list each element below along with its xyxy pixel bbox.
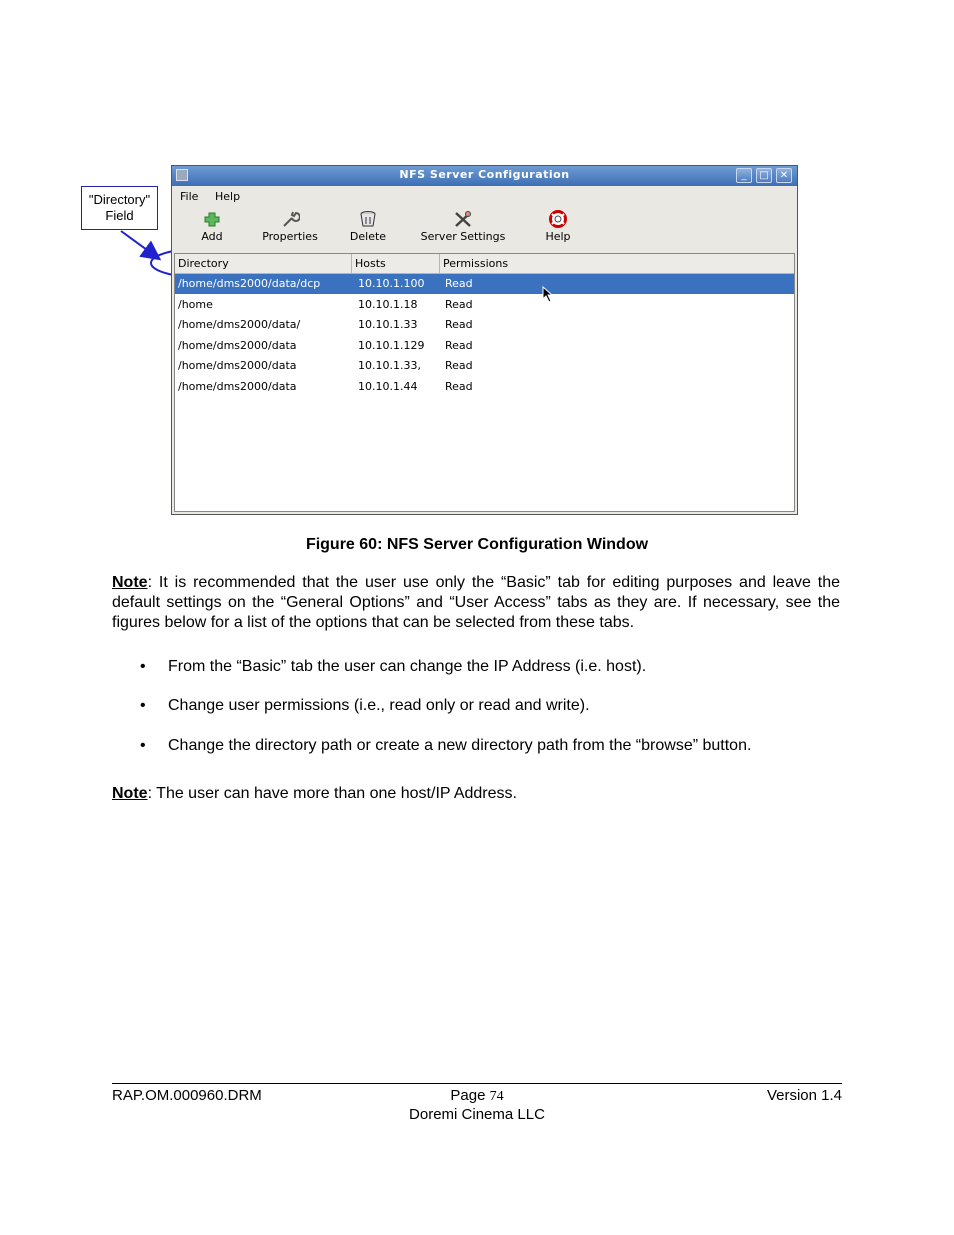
figure-caption: Figure 60: NFS Server Configuration Window xyxy=(305,536,649,553)
column-directory[interactable]: Directory xyxy=(175,254,352,274)
toolbar xyxy=(172,206,797,250)
help-button[interactable] xyxy=(540,210,576,243)
properties-button[interactable] xyxy=(256,210,324,243)
window-title: NFS Server Configuration xyxy=(399,168,570,181)
footer-doc-id: RAP.OM.000960.DRM xyxy=(112,1087,262,1104)
cell-directory: /home/dms2000/data/dcp xyxy=(178,277,321,290)
export-list xyxy=(174,253,795,512)
cell-permissions: Read xyxy=(445,318,473,331)
footer-version: Version 1.4 xyxy=(766,1087,842,1104)
footer-company: Doremi Cinema LLC xyxy=(409,1106,545,1123)
bullet-text-1: From the “Basic” tab the user can change the IP Address (i.e. host). xyxy=(168,658,647,675)
cell-directory: /home xyxy=(178,297,213,311)
close-button[interactable]: ✕ xyxy=(776,168,792,183)
table-row[interactable] xyxy=(175,295,794,315)
footer-page-label: Page xyxy=(450,1087,486,1104)
delete-label: Delete xyxy=(349,230,387,243)
cell-hosts: 10.10.1.33 xyxy=(358,318,418,331)
cell-permissions: Read xyxy=(445,277,473,290)
table-row[interactable] xyxy=(175,315,794,335)
callout-line-2: Field xyxy=(105,208,134,223)
tools-icon xyxy=(453,210,473,228)
note-2-lead: Note xyxy=(112,785,148,802)
delete-button[interactable] xyxy=(344,210,392,243)
note-paragraph-1 xyxy=(112,573,840,633)
column-permissions[interactable]: Permissions xyxy=(440,254,794,274)
column-hosts[interactable]: Hosts xyxy=(352,254,440,274)
menu-help[interactable]: Help xyxy=(215,190,241,203)
cell-permissions: Read xyxy=(445,359,473,372)
add-icon xyxy=(202,210,222,228)
table-row[interactable] xyxy=(175,274,794,294)
callout-line-1: "Directory" xyxy=(88,192,151,207)
lifebuoy-icon xyxy=(548,210,568,228)
bullet-text-2: Change user permissions (i.e., read only or read and write). xyxy=(168,697,590,714)
menu-file[interactable]: File xyxy=(180,190,199,203)
minimize-button[interactable]: _ xyxy=(736,168,752,183)
cell-directory: /home/dms2000/data xyxy=(178,359,297,372)
help-label: Help xyxy=(545,230,571,243)
maximize-button[interactable]: □ xyxy=(756,168,772,183)
cell-hosts: 10.10.1.44 xyxy=(358,379,418,393)
nfs-config-window xyxy=(171,165,798,515)
footer-page-number: 74 xyxy=(489,1089,504,1104)
cell-hosts: 10.10.1.100 xyxy=(358,277,425,290)
trash-icon xyxy=(358,210,378,228)
cell-directory: /home/dms2000/data xyxy=(178,379,297,393)
cell-permissions: Read xyxy=(445,379,473,393)
cell-directory: /home/dms2000/data xyxy=(178,338,297,352)
add-button[interactable] xyxy=(197,210,227,243)
cell-hosts: 10.10.1.33, xyxy=(358,359,421,372)
table-row[interactable] xyxy=(175,377,794,397)
table-row[interactable] xyxy=(175,356,794,376)
wrench-icon xyxy=(280,210,300,228)
server-settings-button[interactable] xyxy=(412,210,514,243)
bullet-dot: • xyxy=(140,737,146,754)
callout-arrow xyxy=(121,231,158,258)
menubar xyxy=(172,186,797,206)
note-1-lead: Note xyxy=(112,574,148,591)
bullet-dot: • xyxy=(140,658,146,675)
bullet-dot: • xyxy=(140,697,146,714)
cell-directory: /home/dms2000/data/ xyxy=(178,318,301,331)
window-titlebar[interactable] xyxy=(172,166,797,186)
cell-hosts: 10.10.1.18 xyxy=(358,297,418,311)
cell-permissions: Read xyxy=(445,338,473,352)
cell-permissions: Read xyxy=(445,297,473,311)
footer-divider xyxy=(112,1083,842,1084)
note-paragraph-2 xyxy=(112,784,840,804)
note-1-text: : It is recommended that the user use only the “Basic” tab for editing purposes and leave the default settings on the “General Options” and “User Access” tabs as they are. If necessary, see the figures below for a list of the options that can be selected from these tabs. xyxy=(112,574,840,631)
cell-hosts: 10.10.1.129 xyxy=(358,338,425,352)
bullet-text-3: Change the directory path or create a new directory path from the “browse” button. xyxy=(168,737,752,754)
table-row[interactable] xyxy=(175,336,794,356)
note-2-text: : The user can have more than one host/IP Address. xyxy=(147,785,517,802)
properties-label: Properties xyxy=(262,230,318,243)
mouse-pointer-icon xyxy=(542,286,556,304)
server-settings-label: Server Settings xyxy=(420,230,506,243)
add-label: Add xyxy=(201,230,223,243)
